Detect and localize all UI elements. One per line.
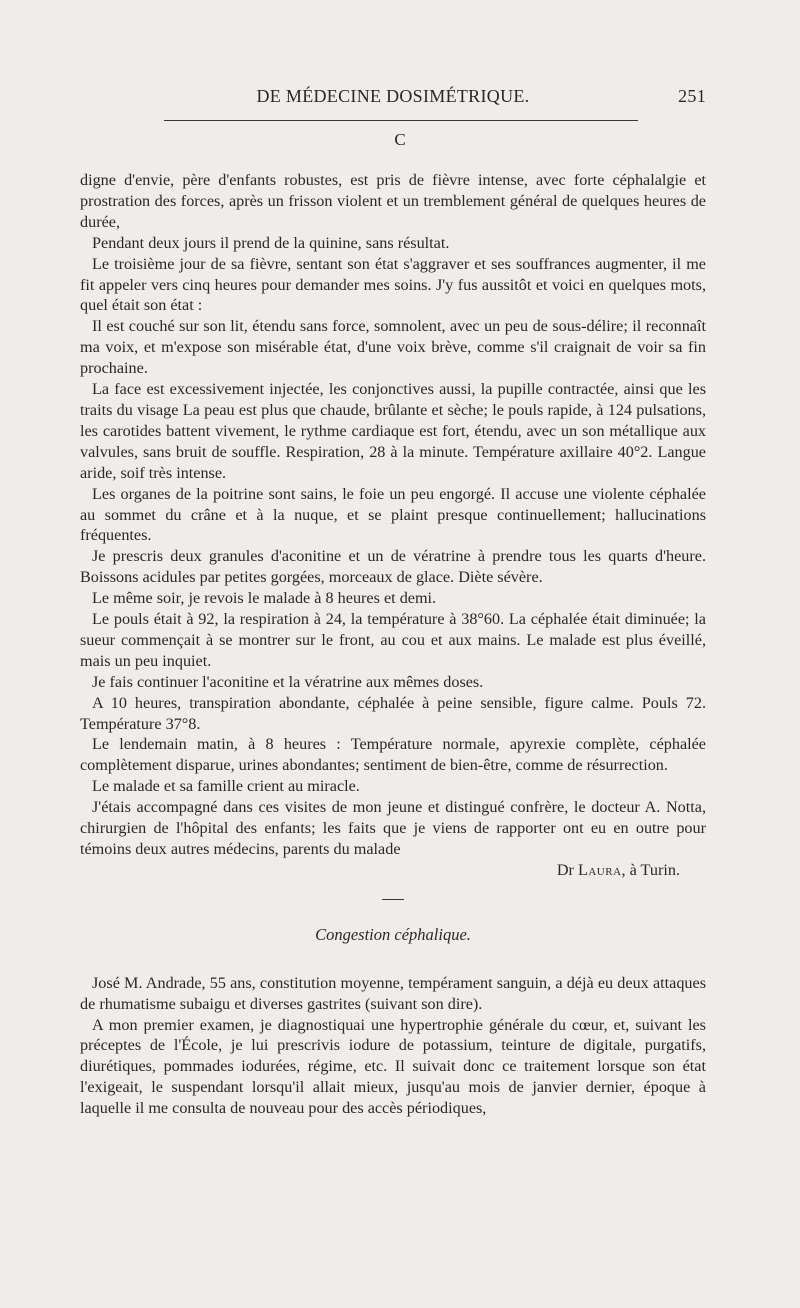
paragraph: Le malade et sa famille crient au miracle. xyxy=(92,777,360,796)
paragraph: Je prescris deux granules d'aconitine et un de vératrine à prendre tous les quarts d'heure. Boissons acidules par petites gorgées, morceaux de glace. Diète sévère. xyxy=(80,547,706,587)
paragraph: A 10 heures, transpiration abondante, céphalée à peine sensible, figure calme. Pouls 72. Température 37°8. xyxy=(80,693,706,733)
running-header xyxy=(80,86,706,110)
paragraph: Il est couché sur son lit, étendu sans force, somnolent, avec un peu de sous-délire; il reconnaît ma voix, et m'expose son misérable état, d'une voix brève, comme s'il craignait de voir sa fin prochaine. xyxy=(80,317,706,378)
body-text xyxy=(80,170,706,1119)
second-case-report xyxy=(80,973,706,1119)
paragraph: Pendant deux jours il prend de la quinine, sans résultat. xyxy=(92,233,450,252)
paragraph: José M. Andrade, 55 ans, constitution moyenne, tempérament sanguin, a déjà eu deux attaques de rhumatisme subaigu et diverses gastrites (suivant son dire). xyxy=(80,973,706,1013)
author-title: Dr xyxy=(556,860,574,879)
header-rule xyxy=(164,120,638,121)
author-name: Laura xyxy=(577,860,622,879)
page-number: 251 xyxy=(678,86,706,106)
paragraph: Les organes de la poitrine sont sains, le foie un peu engorgé. Il accuse une violente céphalée au sommet du crâne et à la nuque, et se plaint presque continuellement; hallucinations fréquentes. xyxy=(80,484,706,545)
paragraph: La face est excessivement injectée, les conjonctives aussi, la pupille contractée, ainsi que les traits du visage La peau est plus que chaude, brûlante et sèche; le pouls rapide, à 124 pulsations, les carotides battent vivement, le rythme cardiaque est fort, étendu, avec un son métallique aux valvules, sans bruit de souffle. Respiration, 28 à la minute. Température axillaire 40°2. Langue aride, soif très intense. xyxy=(80,380,706,482)
running-title: DE MÉDECINE DOSIMÉTRIQUE. xyxy=(256,86,530,106)
paragraph: Le pouls était à 92, la respiration à 24, la température à 38°60. La céphalée était diminuée; la sueur commençait à se montrer sur le front, au cou et aux mains. Le malade est plus éveillé, mais un peu inquiet. xyxy=(80,610,706,670)
signature-letter: C xyxy=(394,130,406,149)
paragraph: digne d'envie, père d'enfants robustes, est pris de fièvre intense, avec forte céphalalgie et prostration des forces, après un frisson violent et un tremblement général de quelques heures de durée, xyxy=(80,171,706,231)
section-title: Congestion céphalique. xyxy=(315,924,471,944)
author-place: , à Turin. xyxy=(621,860,680,879)
paragraph: A mon premier examen, je diagnostiquai une hypertrophie générale du cœur, et, suivant les préceptes de l'École, je lui prescrivis iodure de potassium, teinture de digitale, purgatifs, diurétiques, pommades iodurées, régime, etc. Il suivait donc ce traitement lorsque son état l'exigeait, le suspendant lorsqu'il allait mieux, jusqu'au mois de janvier dernier, époque à laquelle il me consulta de nouveau pour des accès périodiques, xyxy=(80,1015,706,1118)
paragraph: Le troisième jour de sa fièvre, sentant son état s'aggraver et ses souffrances augmenter, il me fit appeler vers cinq heures pour demander mes soins. J'y fus aussitôt et voici en quelques mots, quel était son état : xyxy=(80,254,706,315)
paragraph: Le lendemain matin, à 8 heures : Température normale, apyrexie complète, céphalée complètement disparue, urines abondantes; sentiment de bien-être, comme de résurrection. xyxy=(80,735,706,775)
paragraph: Le même soir, je revois le malade à 8 heures et demi. xyxy=(92,589,437,608)
author-signature xyxy=(80,860,706,881)
paragraph: J'étais accompagné dans ces visites de mon jeune et distingué confrère, le docteur A. Notta, chirurgien de l'hôpital des enfants; les faits que je viens de rapporter ont eu en outre pour témoins deux autres médecins, parents du malade xyxy=(80,798,706,858)
section-divider xyxy=(382,899,404,900)
case-report xyxy=(80,170,706,860)
paragraph: Je fais continuer l'aconitine et la vératrine aux mêmes doses. xyxy=(92,672,484,691)
